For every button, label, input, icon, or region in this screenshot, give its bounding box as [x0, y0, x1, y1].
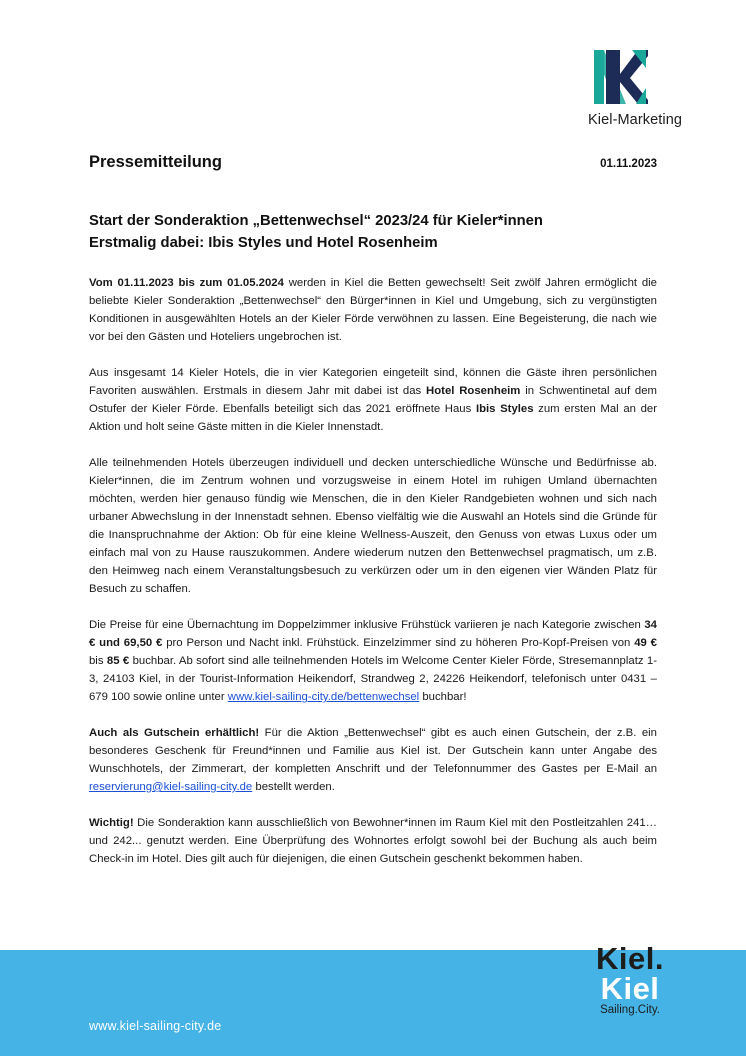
paragraph-voucher	[89, 724, 657, 796]
paragraph-reasons	[89, 454, 657, 598]
kiel-logo-line-1: Kiel.	[596, 941, 664, 976]
brand-name: Kiel-Marketing	[588, 112, 683, 128]
paragraph-text: werden in Kiel die Betten gewechselt! Seit zwölf Jahren ermöglicht die beliebte Kieler Sonderaktion „Bettenwechsel“ den Bürger*innen in Kiel und Umgebung, sich zu vergünstigten Konditionen in ausgewählten Hotels an der Kieler Förde verwöhnen zu lassen. Eine Begeisterung, die nach wie vor bei den Gästen und Hoteliers ungebrochen ist.	[89, 277, 657, 343]
paragraph-text: bis	[89, 655, 107, 667]
article-body	[89, 274, 657, 886]
document-type-title: Pressemitteilung	[89, 153, 222, 171]
paragraph-text: Aus insgesamt 14 Kieler Hotels, die in vier Kategorien eingeteilt sind, können die Gäste ihren persönlichen Favoriten auswählen. Erstmals in diesem Jahr mit dabei ist das	[89, 367, 657, 397]
reservation-email-link[interactable]: reservierung@kiel-sailing-city.de	[89, 781, 253, 793]
paragraph-hotels	[89, 364, 657, 436]
k-monogram-icon	[592, 48, 648, 106]
paragraph-intro	[89, 274, 657, 346]
headline	[89, 210, 669, 254]
bold-text: Vom 01.11.2023 bis zum 01.05.2024	[89, 277, 284, 289]
logo-tagline: Sailing.City.	[600, 1004, 660, 1016]
bold-text: Ibis Styles	[475, 403, 534, 415]
paragraph-text: zum ersten Mal an der Aktion und holt seine Gäste mitten in die Kieler Innenstadt.	[89, 403, 657, 433]
booking-link[interactable]: www.kiel-sailing-city.de/bettenwechsel	[227, 691, 420, 703]
paragraph-text: in Schwentinetal auf dem Ostufer der Kieler Förde. Ebenfalls beteiligt sich das 2021 eröffnete Haus	[89, 385, 657, 415]
paragraph-text: pro Person und Nacht inkl. Frühstück. Einzelzimmer sind zu höheren Pro-Kopf-Preisen von	[162, 637, 635, 649]
kiel-sailing-city-logo	[590, 941, 670, 1016]
paragraph-text: Die Sonderaktion kann ausschließlich von Bewohner*innen im Raum Kiel mit den Postleitzahlen 241… und 242... genutzt werden. Eine Überprüfung des Wohnortes erfolgt sowohl bei der Buchung als auch beim Check-in im Hotel. Dies gilt auch für diejenigen, die einen Gutschein geschenkt bekommen haben.	[89, 817, 657, 865]
bold-text: 85 €	[106, 655, 130, 667]
headline-line-2: Erstmalig dabei: Ibis Styles und Hotel Rosenheim	[89, 235, 438, 251]
paragraph-text: bestellt werden.	[252, 781, 335, 793]
kiel-marketing-logo	[588, 48, 683, 128]
release-date: 01.11.2023	[600, 158, 657, 170]
paragraph-important	[89, 814, 657, 868]
bold-text: Auch als Gutschein erhältlich!	[89, 727, 260, 739]
paragraph-prices	[89, 616, 657, 706]
bold-text: Hotel Rosenheim	[426, 385, 521, 397]
paragraph-text: Alle teilnehmenden Hotels überzeugen individuell und decken unterschiedliche Wünsche und Bedürfnisse ab. Kieler*innen, die im Zentrum wohnen und vorzugsweise in einem Hotel im ruhigen Umland übernachten möchten, werden hier genauso fündig wie Menschen, die in den Kieler Randgebieten wohnen und sich nach urbaner Abwechslung in der Innenstadt sehnen. Ebenso vielfältig wie die Auswahl an Hotels sind die Gründe für die Inanspruchnahme der Aktion: Ob für eine kleine Wellness-Auszeit, den Genuss von etwas Luxus oder um einfach mal von zu Hause rauszukommen. Andere wiederum nutzen den Bettenwechsel pragmatisch, um z.B. den Heimweg nach einem Veranstaltungsbesuch zu verkürzen oder um in den eigenen vier Wänden Platz für Besuch zu schaffen.	[89, 457, 657, 595]
paragraph-text: Die Preise für eine Übernachtung im Doppelzimmer inklusive Frühstück variieren je nach Kategorie zwischen	[89, 619, 645, 631]
paragraph-text: buchbar. Ab sofort sind alle teilnehmenden Hotels im Welcome Center Kieler Förde, Stresemannplatz 1-3, 24103 Kiel, in der Tourist-Information Heikendorf, Strandweg 2, 24226 Heikendorf, telefonisch unter 0431 – 679 100 sowie online unter	[89, 655, 657, 703]
paragraph-text: Für die Aktion „Bettenwechsel“ gibt es auch einen Gutschein, der z.B. ein besonderes Geschenk für Freund*innen und Familie aus Kiel ist. Der Gutschein kann unter Angabe des Wunschhotels, der Zimmerart, der kompletten Anschrift und der Telefonnummer des Gastes per E-Mail an	[89, 727, 657, 775]
kiel-logo-line-2: Kiel	[600, 971, 660, 1006]
bold-text: 49 €	[634, 637, 657, 649]
headline-line-1: Start der Sonderaktion „Bettenwechsel“ 2023/24 für Kieler*innen	[89, 213, 543, 229]
footer-url: www.kiel-sailing-city.de	[89, 1019, 222, 1033]
bold-text: Wichtig!	[89, 817, 134, 829]
bold-text: 34 € und 69,50 €	[89, 619, 657, 649]
paragraph-text: buchbar!	[419, 691, 467, 703]
